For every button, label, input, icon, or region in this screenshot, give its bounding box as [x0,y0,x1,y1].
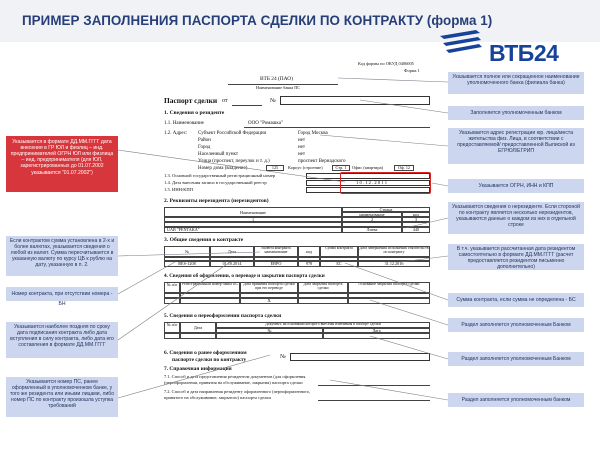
inn-label: 1.5. ИНН/КПП [164,187,193,192]
raion-value: нет [298,138,306,143]
note-right-ogrn: Указывается ОГРН, ИНН и КПП [448,179,584,193]
note-right-bank-name: Указывается полное или сокращенное наименование уполномоченного банка (филиала банка) [448,72,584,94]
city-value: нет [298,145,306,150]
note-right-section5: Раздел заполняется уполномоченным Банком [448,352,584,366]
s2-row-country: Литва [342,227,402,233]
section-5-title: 5. Сведения о переоформлении паспорта сделки [164,313,282,319]
note-left-reg-date: Указывается в формате ДД.ММ.ГГГГ дата внесения в ГР ЮЛ и физлиц – инд. предпринимателей ОГРН ЮЛ или физлица – инд. предпринимателя (для ЮЛ, зарегистрированных до 01.07.2002 указывается "01.07.2002") [6,136,118,192]
s2-col-num-3: 3 [402,217,430,222]
section-6-title-b: паспорте сделки по контракту [172,357,247,363]
s7-2-line [318,400,430,401]
note-right-nonresident: Указываются сведения о нерезиденте. Если стороной по контракту является несколько нерезидентов, указываются данные о каждом из них в отдельной строке [448,202,584,234]
s2-header-country: Страна [342,207,430,212]
section-6-title-a: 6. Сведения о ранее оформленном [164,350,247,356]
reg-date-label: 1.4. Дата внесения записи в государственный реестр [164,180,267,185]
office-value: Оф. 12 [394,165,414,171]
s3-value-enddate: 31.12.2016 [358,261,430,267]
bank-name: ВТБ 24 (ПАО) [260,76,293,82]
s2-row-name: UAB "PENTAKA" [164,227,342,233]
section-7-title: 7. Справочная информация [164,366,232,372]
bank-caption: Наименование банка ПС [256,85,301,90]
np-label: Населенный пункт [198,152,239,157]
s3-value-currency: ЕВРО [254,261,298,267]
note-right-bank-fills: Заполняется уполномоченным банком [448,106,584,120]
highlight-ogrn-inn [340,172,431,194]
s3-header-currency: Валюта контракта наименование [254,246,298,257]
s3-value-sum: БС [320,261,358,267]
note-right-address: Указывается адрес регистрации юр. лица/места жительства физ. Лица, в соответствии с предоставляемой/ предоставленной Выпиской из ЕГРЮЛ/ЕГРИП [448,128,584,164]
s5-header-date: Дата [180,322,216,333]
korp-value: Стр. 1 [332,165,350,171]
passport-number-label: № [270,98,276,104]
field-address-label: 1.2. Адрес: [164,131,188,136]
prev-passport-num-label: № [280,354,286,360]
s2-col-num-2: 2 [342,217,402,222]
note-left-prev-passport: Указывается номер ПС, ранее оформленный в уполномоченном банке, у того же резидента или иными лицами, либо номер ПС по контракту произошла уступка требований [6,377,118,417]
s3-header-date: Дата [210,246,254,257]
passport-title: Паспорт сделки [164,96,218,105]
section-2-title: 2. Реквизиты нерезидента (нерезидентов) [164,198,269,204]
s7-1-line-b: (переоформления, принятия на обслуживание, закрытия) паспорта сделки [164,380,303,385]
note-right-section7: Раздел заполняется уполномоченным банком [448,393,584,407]
note-right-enddate: В т.ч. указывается рассчитанная дата резидентом самостоятельно в формате ДД.ММ.ГГГГ (расчет предоставляется резидентом письменно дополнительно) [448,244,584,270]
vtb-logo-icon [438,28,482,54]
s7-2-line-a: 7.2. Способ и дата направления резиденту оформленного (переоформленного, [164,389,311,394]
s7-1-line [318,385,430,386]
s2-col-num-1: 1 [164,217,342,222]
office-label: Офис (квартира) [352,165,383,170]
s4-x-mark: X [240,298,298,304]
s3-header-number: № [164,246,210,257]
s5-header-doc-date: Дата [323,328,430,333]
city-label: Город [198,145,211,150]
subject-label: Субъект Российской Федерации [198,131,267,136]
field-name-value: ООО "Ромашка" [248,121,283,126]
s3-value-code: 978 [298,261,320,267]
reg-date-value: 1 0 . 1 2 . 2 0 1 1 [356,180,388,185]
logo-text: ВТБ24 [489,40,559,66]
note-left-multi-currency: Если контрактом сумма установлена в 2-х и более валютах, указывается сведения о любой из валют. Сумма пересчитывается в указанную валюту по курсу ЦБ к рублю на дату, указанную в п. 2. [6,236,118,276]
s7-2-line-b: принятого на обслуживание, закрытого) паспорта сделки [164,395,271,400]
subject-value: Город Москва [298,131,328,136]
s3-value-number: RES-1208 [164,261,210,267]
s4-header-close-reason: Основание закрытия паспорта сделки [348,282,430,293]
s4-header-accept-date: Дата принятия паспорта сделки при его переводе [240,282,298,293]
s2-header-name: Наименование [164,207,342,217]
section-4-title: 4. Сведения об оформлении, о переводе и закрытии паспорта сделки [164,273,325,279]
s5-header-doc: Документ, на основании которого внесены изменения в паспорт сделки [216,322,430,328]
note-left-contract-number: Номер контракта, при отсутствии номера - БН [6,287,118,301]
note-right-section4: Раздел заполняется уполномоченным Банком [448,318,584,332]
form-number: Форма 1 [404,68,420,73]
section-1-title: 1. Сведения о резиденте [164,110,225,116]
street-label: Улица (проспект, переулок и т. д.) [198,159,270,164]
s4-header-close-date: Дата закрытия паспорта сделки [298,282,348,293]
passport-date-label: от [222,98,228,104]
house-label: Номер дома (владение) [198,166,248,171]
name-line [244,127,430,128]
page-title: ПРИМЕР ЗАПОЛНЕНИЯ ПАСПОРТА СДЕЛКИ ПО КОНТРАКТУ (форма 1) [22,13,493,28]
s2-row-code: 440 [402,227,430,233]
passport-date-line [232,105,262,106]
note-left-contract-date: Указывается наиболее поздняя по сроку дата подписания контракта либо дата вступления в силу контракта, либо дата его составления в формате ДД.ММ.ГГГГ [6,322,118,358]
passport-number-grid [280,96,430,105]
prev-passport-grid [290,353,430,361]
raion-label: Район [198,138,211,143]
house-value: 125 [266,165,284,171]
s2-header-cname: наименование [342,212,402,217]
s3-header-sum: Сумма контракта [320,246,358,257]
s3-header-enddate: Дата завершения исполнения обязательств по контракту [358,246,430,257]
field-name-label: 1.1. Наименование [164,121,204,126]
s3-header-code: код [298,246,320,257]
s5-header-doc-num: № [216,328,323,333]
passport-form [158,60,436,445]
s4-header-regnum: Регистрационный номер банка ПС [180,282,240,293]
s2-header-code: код [402,212,430,217]
korp-label: Корпус (строение) [288,165,323,170]
s7-1-line-a: 7.1. Способ и дата представления резидентом документов (для оформления [164,374,306,379]
s4-header-nn: № п/п [164,282,180,293]
s5-header-nn: № п/п [164,322,180,333]
okud-code: Код формы по ОКУД 0406005 [358,61,414,66]
street-value: проспект Вернадского [298,159,346,164]
note-right-sum: Сумма контракта, если сумма не определена - БС [448,293,584,307]
s3-value-date: 01.10.2014 [210,261,254,267]
section-3-title: 3. Общие сведения о контракте [164,237,244,243]
np-value: нет [298,152,306,157]
ogrn-label: 1.3. Основной государственный регистрационный номер [164,173,276,178]
